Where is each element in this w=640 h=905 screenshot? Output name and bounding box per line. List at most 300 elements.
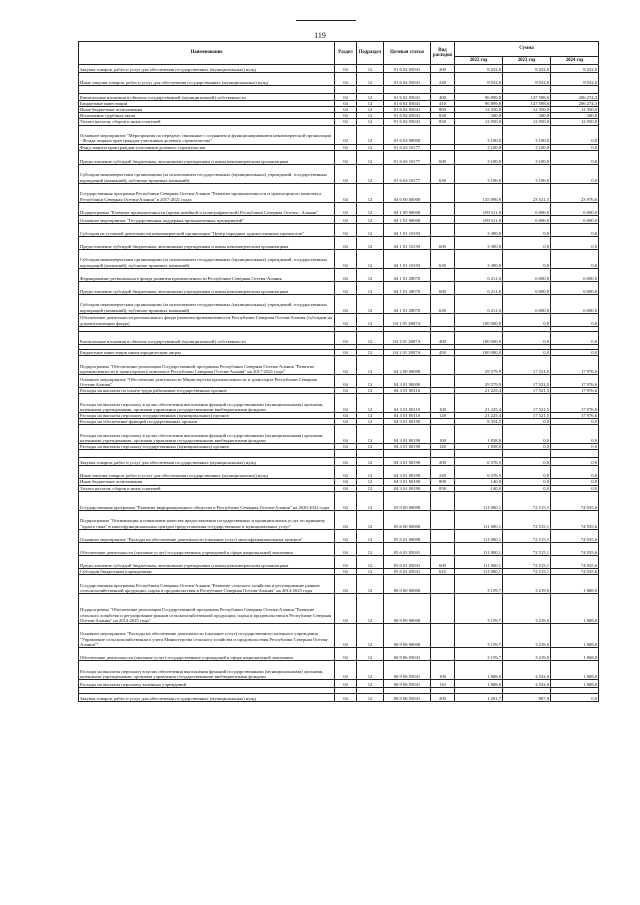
cell-year-1: 6 211,0 <box>455 294 503 313</box>
cell-year-2: 2 332,0 <box>503 660 551 679</box>
cell-year-1: 3 159,7 <box>455 623 503 647</box>
table-row <box>79 593 599 623</box>
table-row <box>79 450 599 458</box>
cell-subsection: 12 <box>357 623 384 647</box>
cell-expense-type: 630 <box>431 249 455 268</box>
cell-year-2: 3 100,0 <box>503 144 551 150</box>
table-row <box>79 331 599 344</box>
cell-name: Субсидия на уставной деятельности некоммерческой организации "Центр народных художественных промыслов" <box>79 223 335 236</box>
cell-subsection <box>357 450 384 458</box>
cell-article: 04 3 01 00190 <box>384 466 431 479</box>
cell-section: 04 <box>335 107 357 113</box>
cell-name: Предоставление субсидий бюджетным, автономным учреждениям и иным некоммерческим организациям <box>79 555 335 568</box>
cell-year-1: 96 899,8 <box>455 94 503 101</box>
cell-year-2: 2 332,0 <box>503 679 551 687</box>
cell-year-3: 6 000,0 <box>551 215 599 223</box>
cell-section: 04 <box>335 529 357 542</box>
cell-year-2: 6 000,0 <box>503 268 551 281</box>
cell-name: Основное мероприятие "Расходы на обеспечение деятельности (оказание услуг) государственного казенного учреждения "Управление сельскохозяйственного учета Министерства сельского хозяйства и продовольствия Республики Северная Осетия-Алания"" <box>79 623 335 647</box>
cell-section: 04 <box>335 412 357 418</box>
cell-year-3: 17 976,6 <box>551 374 599 387</box>
table-row <box>79 510 599 529</box>
cell-name: Иные бюджетные ассигнования <box>79 479 335 485</box>
table-row <box>79 458 599 466</box>
cell-year-2: 72 515,1 <box>503 568 551 574</box>
cell-article: 04 1 01 10193 <box>384 236 431 249</box>
cell-year-1: 1 838,0 <box>455 425 503 444</box>
cell-section: 04 <box>335 65 357 73</box>
cell-year-3: 17 976,6 <box>551 355 599 374</box>
cell-expense-type <box>431 574 455 593</box>
cell-section: 04 <box>335 164 357 183</box>
cell-year-1: 140,0 <box>455 479 503 485</box>
cell-name: Обеспечение деятельности регионального фонда развития промышленности Республики Северная Осетия-Алания (субсидии на докапитализацию фонда) <box>79 313 335 326</box>
table-row <box>79 313 599 326</box>
table-row <box>79 249 599 268</box>
cell-article: 04 1 01 2807А <box>384 349 431 355</box>
cell-article: 01 6 02 05041 <box>384 94 431 101</box>
cell-subsection: 12 <box>357 387 384 393</box>
cell-year-3: 23 976,6 <box>551 183 599 202</box>
cell-year-1: 29 579,9 <box>455 374 503 387</box>
cell-name: Обеспечение деятельности (оказание услуг) государственных учреждений в сфере национальной экономики <box>79 647 335 660</box>
cell-expense-type <box>431 647 455 660</box>
cell-expense-type: 610 <box>431 568 455 574</box>
cell-name: Основное мероприятие "Обеспечение деятельности Министерства промышленности и транспорта Республики Северная Осетия-Алания" <box>79 374 335 387</box>
cell-subsection <box>357 86 384 94</box>
cell-year-1: 140,0 <box>455 485 503 491</box>
cell-section: 04 <box>335 281 357 294</box>
cell-section: 04 <box>335 387 357 393</box>
cell-year-3: 0,0 <box>551 444 599 450</box>
header-year-3: 2024 год <box>551 57 599 65</box>
cell-article: 05 6 01 05041 <box>384 555 431 568</box>
header-subsection: Подраздел <box>357 42 384 65</box>
cell-expense-type <box>431 86 455 94</box>
cell-subsection: 12 <box>357 223 384 236</box>
cell-year-3: 6 000,0 <box>551 202 599 215</box>
cell-name: Государственная программа Республики Северная Осетия-Алания "Развитие сельского хозяйства и регулирование рынков сельскохозяйственной продукции, сырья и продовольствия в Республике Северная Осетия-Алания" на 2014-2025 годы <box>79 574 335 593</box>
cell-subsection: 12 <box>357 113 384 119</box>
cell-name: Расходы на выплаты персоналу в целях обеспечения выполнения функций государственными (муниципальными) органами, казенными учреждениями, органами управления государственными внебюджетными фондами <box>79 393 335 412</box>
cell-subsection: 12 <box>357 393 384 412</box>
cell-expense-type: 240 <box>431 73 455 86</box>
cell-year-1: 111 000,1 <box>455 568 503 574</box>
table-row <box>79 491 599 510</box>
cell-article: 04 3 01 00000 <box>384 374 431 387</box>
cell-year-2: 17 521,5 <box>503 387 551 393</box>
cell-name: Исполнение судебных актов <box>79 113 335 119</box>
cell-subsection: 12 <box>357 268 384 281</box>
cell-year-2: 72 515,1 <box>503 510 551 529</box>
cell-section: 04 <box>335 294 357 313</box>
cell-expense-type: 200 <box>431 458 455 466</box>
cell-expense-type <box>431 215 455 223</box>
cell-name: Бюджетные инвестиции иным юридическим лицам <box>79 349 335 355</box>
cell-article: 04 1 01 2807А <box>384 331 431 344</box>
cell-year-2: 3 219,0 <box>503 647 551 660</box>
cell-section: 04 <box>335 425 357 444</box>
cell-year-1: 135 090,9 <box>455 183 503 202</box>
cell-year-1: 300,0 <box>455 113 503 119</box>
cell-year-1: 21 225,4 <box>455 412 503 418</box>
cell-expense-type: 600 <box>431 281 455 294</box>
cell-expense-type: 600 <box>431 150 455 164</box>
cell-year-1: 29 579,9 <box>455 355 503 374</box>
cell-expense-type: 120 <box>431 444 455 450</box>
cell-subsection: 12 <box>357 458 384 466</box>
cell-year-2: 0,0 <box>503 425 551 444</box>
cell-section: 04 <box>335 555 357 568</box>
cell-year-2: 72 515,1 <box>503 542 551 555</box>
cell-year-1: 3 159,7 <box>455 574 503 593</box>
cell-section: 04 <box>335 679 357 687</box>
cell-year-3: 0,0 <box>551 144 599 150</box>
table-row <box>79 555 599 568</box>
cell-year-1 <box>455 450 503 458</box>
cell-name: Фонд защиты прав граждан-участников долевого строительства <box>79 144 335 150</box>
cell-year-1: 6 376,5 <box>455 458 503 466</box>
cell-section: 04 <box>335 568 357 574</box>
cell-year-2: 0,0 <box>503 223 551 236</box>
cell-year-3: 74 935,6 <box>551 510 599 529</box>
table-row <box>79 466 599 479</box>
cell-year-1: 3 100,0 <box>455 150 503 164</box>
cell-year-1: 21 225,4 <box>455 387 503 393</box>
cell-expense-type <box>431 491 455 510</box>
cell-year-1: 111 000,1 <box>455 529 503 542</box>
cell-year-3: 1 868,0 <box>551 574 599 593</box>
cell-year-2: 17 521,5 <box>503 355 551 374</box>
cell-year-3: 0,0 <box>551 693 599 701</box>
cell-expense-type: 200 <box>431 693 455 701</box>
cell-year-3: 1 868,0 <box>551 679 599 687</box>
table-row <box>79 215 599 223</box>
cell-article: 04 3 01 00110 <box>384 393 431 412</box>
cell-year-2: 0,0 <box>503 349 551 355</box>
cell-year-3: 74 935,6 <box>551 542 599 555</box>
cell-subsection: 12 <box>357 101 384 107</box>
table-row <box>79 355 599 374</box>
cell-subsection: 12 <box>357 202 384 215</box>
cell-article: 01 6 63 10177 <box>384 144 431 150</box>
cell-article: 01 6 63 00000 <box>384 125 431 144</box>
cell-year-1: 8 354,5 <box>455 419 503 425</box>
cell-section: 04 <box>335 144 357 150</box>
cell-year-2: 3 100,0 <box>503 164 551 183</box>
cell-expense-type: 110 <box>431 679 455 687</box>
cell-subsection: 12 <box>357 331 384 344</box>
cell-name: Закупка товаров, работ и услуг для обеспечения государственных (муниципальных) нужд <box>79 693 335 701</box>
table-row <box>79 374 599 387</box>
cell-subsection: 12 <box>357 568 384 574</box>
cell-year-3: 74 935,6 <box>551 568 599 574</box>
cell-article: 04 3 01 00190 <box>384 479 431 485</box>
table-row <box>79 183 599 202</box>
table-row <box>79 281 599 294</box>
cell-name: Расходы на выплаты персоналу в целях обеспечения выполнения функций государственными (муниципальными) органами, казенными учреждениями, органами управления государственными внебюджетными фондами <box>79 660 335 679</box>
cell-expense-type <box>431 593 455 623</box>
cell-name: Закупка товаров, работ и услуг для обеспечения государственных (муниципальных) нужд <box>79 458 335 466</box>
table-row <box>79 542 599 555</box>
cell-name: Основное мероприятие "Государственная поддержка промышленных предприятий" <box>79 215 335 223</box>
cell-section: 04 <box>335 249 357 268</box>
cell-section: 04 <box>335 647 357 660</box>
cell-year-3: 8 032,0 <box>551 73 599 86</box>
table-row <box>79 223 599 236</box>
cell-name: Основное мероприятие "Мероприятия по передаче, связанные с созданием и функционированием некоммерческой организации - Фонда защиты прав граждан-участников долевого строительства" <box>79 125 335 144</box>
cell-subsection: 12 <box>357 491 384 510</box>
cell-name: Предоставление субсидий бюджетным, автономным учреждениям и иным некоммерческим организациям <box>79 236 335 249</box>
cell-subsection: 12 <box>357 236 384 249</box>
cell-subsection: 12 <box>357 65 384 73</box>
cell-year-3: 74 935,6 <box>551 491 599 510</box>
cell-subsection: 12 <box>357 555 384 568</box>
cell-year-1: 21 225,4 <box>455 393 503 412</box>
header-expense-type: Вид расходов <box>431 42 455 65</box>
table-row <box>79 94 599 101</box>
cell-year-2: 6 000,0 <box>503 294 551 313</box>
cell-year-3: 0,0 <box>551 419 599 425</box>
cell-section: 04 <box>335 466 357 479</box>
cell-section: 04 <box>335 393 357 412</box>
cell-article: 05 6 01 05041 <box>384 542 431 555</box>
cell-year-2: 147 588,6 <box>503 101 551 107</box>
cell-subsection: 12 <box>357 479 384 485</box>
cell-name: Субсидии некоммерческим организациям (за исключением государственных (муниципальных) учреждений, государственных корпораций (компаний), публично-правовых компаний) <box>79 249 335 268</box>
cell-section: 04 <box>335 693 357 701</box>
cell-article: 05 6 01 05041 <box>384 568 431 574</box>
cell-year-1: 96 899,8 <box>455 101 503 107</box>
cell-subsection: 12 <box>357 374 384 387</box>
cell-year-2: 23 521,5 <box>503 183 551 202</box>
cell-year-1: 6 211,0 <box>455 268 503 281</box>
cell-section: 04 <box>335 113 357 119</box>
cell-year-3: 17 976,6 <box>551 412 599 418</box>
table-row <box>79 268 599 281</box>
cell-year-2: 12 350,0 <box>503 107 551 113</box>
cell-year-3: 74 935,6 <box>551 555 599 568</box>
cell-subsection: 12 <box>357 349 384 355</box>
cell-year-1 <box>455 86 503 94</box>
cell-expense-type <box>431 510 455 529</box>
cell-year-3: 0,0 <box>551 223 599 236</box>
cell-article: 01 6 02 05041 <box>384 73 431 86</box>
cell-subsection: 12 <box>357 693 384 701</box>
cell-article: 04 1 01 28070 <box>384 268 431 281</box>
cell-year-1: 3 300,0 <box>455 223 503 236</box>
cell-section: 04 <box>335 491 357 510</box>
cell-year-2: 0,0 <box>503 236 551 249</box>
cell-name <box>79 86 335 94</box>
cell-year-3: 6 000,0 <box>551 294 599 313</box>
cell-name: Основное мероприятие "Расходы на обеспечение деятельности (оказание услуг) многофункциональных центров" <box>79 529 335 542</box>
cell-expense-type <box>431 542 455 555</box>
cell-name: Подпрограмма "Оптимизация и повышение качества предоставления государственных и муниципальных услуг по принципу "одного окна" в многофункциональных центрах предоставления государственных и муниципальных услуг" <box>79 510 335 529</box>
cell-expense-type <box>431 374 455 387</box>
cell-expense-type: 830 <box>431 113 455 119</box>
cell-article: 01 6 63 10177 <box>384 164 431 183</box>
cell-expense-type: 630 <box>431 294 455 313</box>
cell-section: 04 <box>335 223 357 236</box>
cell-name: Расходы на обеспечение функций государственных органов <box>79 419 335 425</box>
table-row <box>79 647 599 660</box>
cell-year-3: 6 000,0 <box>551 281 599 294</box>
cell-article: 06 9 00 00000 <box>384 593 431 623</box>
cell-article: 04 1 00 00000 <box>384 202 431 215</box>
cell-article: 01 6 02 05041 <box>384 65 431 73</box>
cell-article: 04 1 01 28070 <box>384 281 431 294</box>
cell-year-3: 0,0 <box>551 425 599 444</box>
cell-year-3: 0,0 <box>551 479 599 485</box>
cell-article: 04 2 00 00000 <box>384 355 431 374</box>
cell-year-1: 3 300,0 <box>455 249 503 268</box>
cell-name: Субсидии некоммерческим организациям (за исключением государственных (муниципальных) учреждений, государственных корпораций (компаний), публично-правовых компаний) <box>79 164 335 183</box>
cell-expense-type <box>431 313 455 326</box>
cell-subsection: 12 <box>357 660 384 679</box>
cell-name: Иные закупки товаров, работ и услуг для обеспечения государственных (муниципальных) нужд <box>79 73 335 86</box>
cell-year-1: 1 868,0 <box>455 679 503 687</box>
cell-year-1: 1 838,0 <box>455 444 503 450</box>
table-row <box>79 393 599 412</box>
cell-article: 04 1 01 2807А <box>384 313 431 326</box>
cell-year-3: 206 274,3 <box>551 94 599 101</box>
cell-section: 04 <box>335 202 357 215</box>
cell-expense-type <box>431 268 455 281</box>
cell-expense-type: 600 <box>431 236 455 249</box>
cell-year-3: 0,0 <box>551 125 599 144</box>
cell-subsection: 12 <box>357 164 384 183</box>
cell-article: 04 1 01 00000 <box>384 215 431 223</box>
header-section: Раздел <box>335 42 357 65</box>
cell-name: Бюджетные инвестиции <box>79 101 335 107</box>
cell-year-3: 0,0 <box>551 150 599 164</box>
table-row <box>79 693 599 701</box>
cell-year-3: 1 868,0 <box>551 647 599 660</box>
cell-article: 04 3 01 00190 <box>384 425 431 444</box>
cell-year-3: 0,0 <box>551 249 599 268</box>
cell-year-1: 6 376,5 <box>455 466 503 479</box>
cell-article: 04 3 01 00110 <box>384 412 431 418</box>
cell-year-2: 3 219,0 <box>503 623 551 647</box>
cell-expense-type: 600 <box>431 555 455 568</box>
cell-subsection: 12 <box>357 412 384 418</box>
cell-year-2: 300,0 <box>503 113 551 119</box>
cell-expense-type: 850 <box>431 485 455 491</box>
cell-section: 04 <box>335 331 357 344</box>
cell-year-1: 3 100,0 <box>455 164 503 183</box>
cell-article: 06 0 00 00000 <box>384 574 431 593</box>
cell-subsection: 12 <box>357 183 384 202</box>
table-row <box>79 202 599 215</box>
cell-article: 01 6 02 05041 <box>384 101 431 107</box>
cell-year-1: 12 350,0 <box>455 107 503 113</box>
cell-expense-type <box>431 623 455 647</box>
cell-article: 01 6 02 05041 <box>384 107 431 113</box>
table-header <box>79 42 599 65</box>
cell-article: 04 1 01 10193 <box>384 249 431 268</box>
cell-year-2: 147 588,6 <box>503 94 551 101</box>
cell-section <box>335 450 357 458</box>
cell-expense-type: 450 <box>431 349 455 355</box>
cell-year-2 <box>503 450 551 458</box>
cell-year-1: 109 511,0 <box>455 202 503 215</box>
cell-subsection: 12 <box>357 419 384 425</box>
cell-name: Подпрограмма "Обеспечение реализации Государственной программы Республики Северная Осетия-Алания "Развитие сельского хозяйства и регулирование рынков сельскохозяйственной продукции, сырья и продовольствия в Республике Северная Осетия-Алания" на 2014-2025 годы" <box>79 593 335 623</box>
table-row <box>79 660 599 679</box>
cell-expense-type: 240 <box>431 466 455 479</box>
cell-section: 04 <box>335 94 357 101</box>
cell-name: Субсидии некоммерческим организациям (за исключением государственных (муниципальных) учреждений, государственных корпораций (компаний), публично-правовых компаний) <box>79 294 335 313</box>
cell-year-3: 0,0 <box>551 164 599 183</box>
cell-year-3: 1 868,0 <box>551 623 599 647</box>
cell-subsection: 12 <box>357 529 384 542</box>
cell-expense-type: 400 <box>431 331 455 344</box>
cell-year-2: 6 000,0 <box>503 202 551 215</box>
cell-article <box>384 86 431 94</box>
table-row <box>79 529 599 542</box>
cell-expense-type: 100 <box>431 425 455 444</box>
cell-subsection: 12 <box>357 444 384 450</box>
cell-name: Уплата налогов, сборов и иных платежей <box>79 119 335 125</box>
table-row <box>79 574 599 593</box>
cell-subsection: 12 <box>357 679 384 687</box>
cell-year-1: 3 300,0 <box>455 236 503 249</box>
cell-expense-type <box>431 529 455 542</box>
cell-subsection: 12 <box>357 355 384 374</box>
cell-section: 04 <box>335 623 357 647</box>
cell-year-2: 6 000,0 <box>503 281 551 294</box>
cell-name: Расходы на выплаты персоналу государственных (муниципальных) органов <box>79 444 335 450</box>
top-rule <box>296 20 356 21</box>
cell-name: Формирование регионального фонда развития промышленности Республики Северная Осетия-Алания <box>79 268 335 281</box>
cell-name: Подпрограмма "Развитие промышленности (кроме швейной и полиграфической) Республики Северная Осетия - Алания" <box>79 202 335 215</box>
header-sum: Сумма <box>455 42 599 57</box>
cell-year-3: 0,0 <box>551 313 599 326</box>
cell-name: Уплата налогов, сборов и иных платежей <box>79 485 335 491</box>
cell-year-3: 1 868,0 <box>551 593 599 623</box>
cell-name: Закупка товаров, работ и услуг для обеспечения государственных (муниципальных) нужд <box>79 65 335 73</box>
cell-year-1: 111 000,1 <box>455 510 503 529</box>
cell-subsection: 12 <box>357 593 384 623</box>
cell-name: Расходы на выплаты персоналу в целях обеспечения выполнения функций государственными (муниципальными) органами, казенными учреждениями, органами управления государственными внебюджетными фондами <box>79 425 335 444</box>
cell-year-3: 8 032,0 <box>551 65 599 73</box>
cell-subsection: 12 <box>357 542 384 555</box>
cell-year-2: 0,0 <box>503 331 551 344</box>
page-number: 119 <box>314 31 326 40</box>
cell-expense-type: 400 <box>431 94 455 101</box>
cell-year-2: 0,0 <box>503 444 551 450</box>
cell-year-1: 3 159,7 <box>455 647 503 660</box>
cell-article: 01 6 02 05041 <box>384 113 431 119</box>
cell-section: 04 <box>335 574 357 593</box>
cell-subsection: 12 <box>357 510 384 529</box>
cell-expense-type: 100 <box>431 660 455 679</box>
cell-section: 04 <box>335 355 357 374</box>
cell-year-2: 3 100,0 <box>503 125 551 144</box>
cell-section: 04 <box>335 374 357 387</box>
cell-year-1: 109 511,0 <box>455 215 503 223</box>
cell-year-3: 17 976,6 <box>551 393 599 412</box>
table-row <box>79 65 599 73</box>
cell-subsection: 12 <box>357 73 384 86</box>
cell-year-3: 74 935,6 <box>551 529 599 542</box>
table-row <box>79 294 599 313</box>
cell-expense-type: 100 <box>431 393 455 412</box>
cell-article: 01 6 63 10177 <box>384 150 431 164</box>
table-row <box>79 236 599 249</box>
cell-section: 04 <box>335 150 357 164</box>
